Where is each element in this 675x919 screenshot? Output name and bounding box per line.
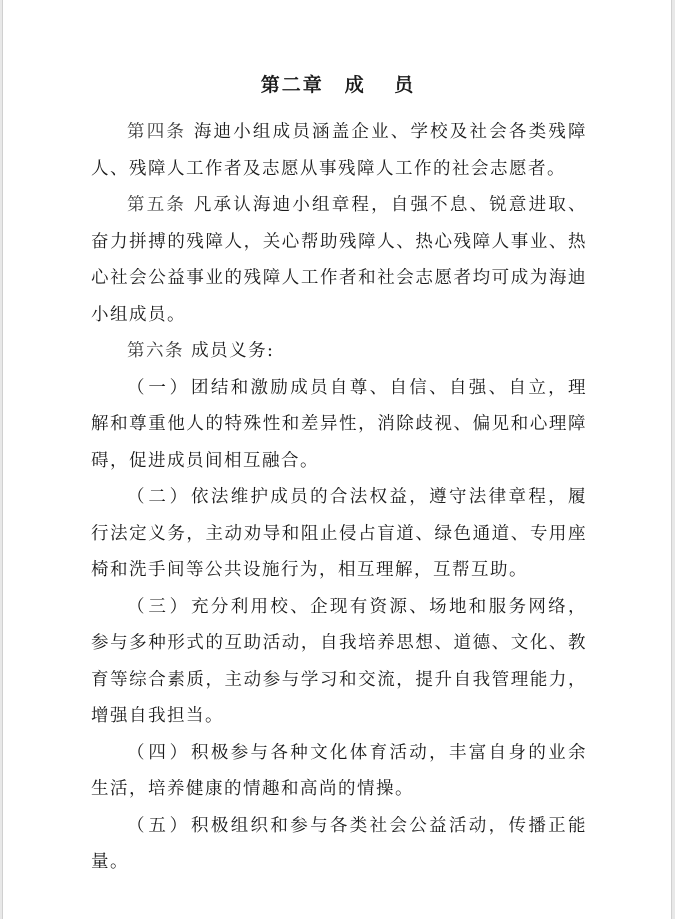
article-6-text: 成员义务: (184, 341, 275, 361)
duty-item-1-number: （一） (127, 377, 192, 398)
article-5-label: 第五条 (127, 195, 187, 215)
article-4-label: 第四条 (127, 122, 187, 142)
article-4-text: 海迪小组成员涵盖企业、学校及社会各类残障人、残障人工作者及志愿从事残障人工作的社会志愿者。 (91, 122, 588, 179)
duty-item-4-number: （四） (127, 742, 192, 763)
duty-item-5-text: 积极组织和参与各类社会公益活动，传播正能量。 (91, 815, 588, 872)
document-body (91, 114, 587, 881)
duty-item-2-text: 依法维护成员的合法权益，遵守法律章程，履行法定义务，主动劝导和阻止侵占盲道、绿色通道、专用座椅和洗手间等公共设施行为，相互理解，互帮互助。 (91, 487, 588, 580)
duty-item-1-text: 团结和激励成员自尊、自信、自强、自立，理解和尊重他人的特殊性和差异性，消除歧视、偏见和心理障碍，促进成员间相互融合。 (91, 377, 588, 471)
duty-item-3-text: 充分利用校、企现有资源、场地和服务网络，参与多种形式的互助活动，自我培养思想、道德、文化、教育等综合素质，主动参与学习和交流，提升自我管理能力，增强自我担当。 (91, 596, 588, 726)
article-5-text: 凡承认海迪小组章程，自强不息、锐意进取、奋力拼搏的残障人，关心帮助残障人、热心残障人事业、热心社会公益事业的残障人工作者和社会志愿者均可成为海迪小组成员。 (91, 195, 588, 325)
article-6-label: 第六条 (127, 341, 184, 361)
chapter-title: 第二章 成 员 (260, 74, 416, 96)
duty-item-5-number: （五） (127, 815, 192, 836)
duty-item-4-text: 积极参与各种文化体育活动，丰富自身的业余生活，培养健康的情趣和高尚的情操。 (91, 742, 588, 799)
duty-item-2 (91, 479, 587, 589)
article-4 (91, 114, 587, 187)
duty-item-2-number: （二） (127, 487, 192, 507)
duty-item-1 (91, 370, 587, 480)
duty-item-3-number: （三） (127, 596, 192, 617)
duty-item-4 (91, 735, 587, 808)
document-page (2, 0, 672, 919)
article-6 (91, 333, 587, 370)
article-5 (91, 187, 587, 333)
duty-item-3 (91, 589, 587, 735)
duty-item-5 (91, 808, 587, 881)
